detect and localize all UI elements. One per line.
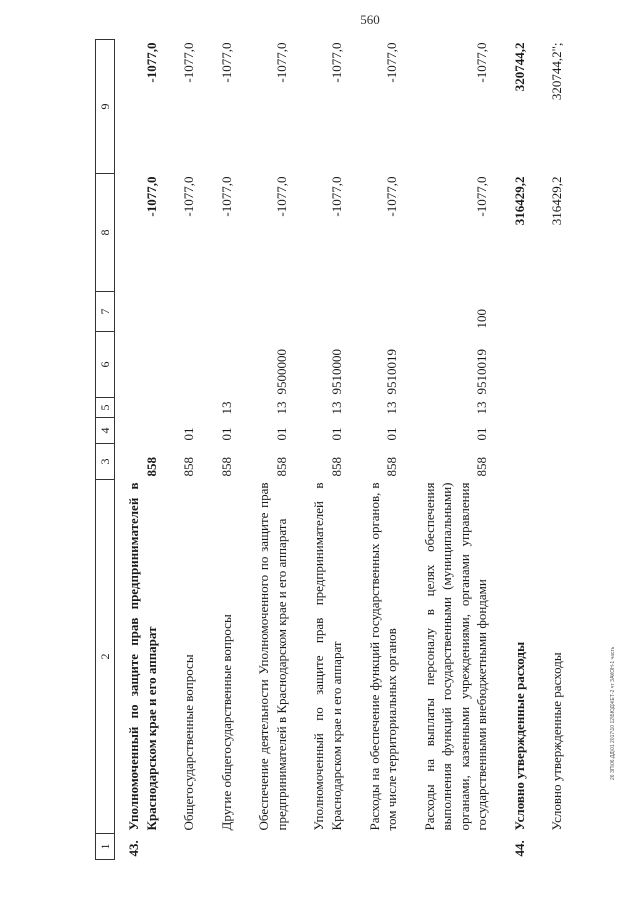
header-col-1: 1: [96, 834, 115, 860]
cell-target-article: 9500000: [273, 349, 289, 395]
cell-amount-year-1: -1077,0: [143, 176, 159, 217]
cell-target-article: 9510019: [474, 349, 490, 395]
row-name: Расходы на обеспечение функций государственных органов, в том числе территориальных органов: [366, 482, 400, 831]
row-name: Расходы на выплаты персоналу в целях обеспечения выполнения функций государственными (муниципальными) органами, казенными учреждениями, органами управления государственными внебюджетными фондами: [421, 482, 490, 831]
cell-ministry-code: 858: [218, 457, 234, 477]
cell-expense-type: [115, 292, 171, 332]
row-name: Условно утвержденные расходы: [549, 652, 565, 831]
table-row: [170, 40, 208, 860]
table-row: [501, 40, 539, 860]
cell-amount-year-2: -1077,0: [329, 42, 345, 83]
rotated-table-container: [95, 40, 600, 860]
row-number: [411, 834, 501, 860]
cell-ministry-code: 858: [329, 457, 345, 477]
cell-amount-year-2: -1077,0: [181, 42, 197, 83]
cell-target-article: [538, 332, 576, 398]
cell-expense-type: [538, 292, 576, 332]
row-number: [170, 834, 208, 860]
table-row: [245, 40, 300, 860]
cell-section: [115, 418, 171, 444]
table-row: [411, 40, 501, 860]
cell-ministry-code: [501, 444, 539, 480]
header-col-6: 6: [96, 332, 115, 398]
cell-section: 01: [384, 427, 400, 441]
header-col-9: 9: [96, 40, 115, 174]
header-col-3: 3: [96, 444, 115, 480]
cell-amount-year-1: 316429,2: [511, 176, 527, 226]
cell-amount-year-1: -1077,0: [329, 176, 345, 217]
cell-expense-type: 100: [474, 309, 490, 329]
cell-amount-year-2: -1077,0: [273, 42, 289, 83]
cell-expense-type: [501, 292, 539, 332]
cell-target-article: [208, 332, 246, 398]
header-col-2: 2: [96, 480, 115, 834]
cell-amount-year-2: -1077,0: [384, 42, 400, 83]
table-header: [96, 40, 115, 860]
row-name: Другие общегосударственные вопросы: [218, 614, 234, 831]
cell-amount-year-1: -1077,0: [384, 176, 400, 217]
cell-subsection: 13: [474, 401, 490, 415]
cell-amount-year-2: 320744,2: [511, 42, 527, 92]
cell-target-article: 9510000: [329, 349, 345, 395]
row-number: [356, 834, 411, 860]
cell-ministry-code: 858: [474, 457, 490, 477]
cell-section: 01: [218, 427, 234, 441]
row-name: Уполномоченный по защите прав предпринимателей в Краснодарском крае и его аппарат: [126, 482, 159, 831]
cell-ministry-code: 858: [181, 457, 197, 477]
cell-subsection: 13: [384, 401, 400, 415]
row-number: 43.: [126, 840, 142, 857]
cell-amount-year-1: -1077,0: [474, 176, 490, 217]
table-row: [115, 40, 171, 860]
cell-ministry-code: [538, 444, 576, 480]
cell-section: [501, 418, 539, 444]
cell-amount-year-2: -1077,0: [474, 42, 490, 83]
cell-subsection: [538, 398, 576, 418]
cell-section: 01: [273, 427, 289, 441]
header-row: [96, 40, 115, 860]
table-row: [300, 40, 355, 860]
row-name: Общегосударственные вопросы: [181, 654, 197, 831]
cell-expense-type: [245, 292, 300, 332]
cell-subsection: 13: [218, 401, 234, 415]
cell-ministry-code: 858: [273, 457, 289, 477]
row-name: Обеспечение деятельности Уполномоченного по защите прав предпринимателей в Краснодарском крае и его аппарата: [256, 482, 289, 831]
cell-section: 01: [329, 427, 345, 441]
cell-target-article: [501, 332, 539, 398]
cell-amount-year-2: 320744,2";: [549, 42, 565, 101]
side-footer-text: 26 ЗП\06.ДД\01 2017\10 12\БЮДЖЕТ-2 чт ЗАКОН-1 часть: [610, 646, 616, 780]
cell-expense-type: [300, 292, 355, 332]
table-body: [115, 40, 576, 860]
cell-amount-year-2: -1077,0: [143, 42, 159, 83]
table-row: [356, 40, 411, 860]
cell-section: [538, 418, 576, 444]
cell-section: 01: [474, 427, 490, 441]
cell-ministry-code: 858: [143, 457, 159, 477]
cell-expense-type: [356, 292, 411, 332]
cell-subsection: [501, 398, 539, 418]
header-col-7: 7: [96, 292, 115, 332]
cell-expense-type: [170, 292, 208, 332]
cell-expense-type: [208, 292, 246, 332]
cell-amount-year-1: -1077,0: [218, 176, 234, 217]
table-row: [208, 40, 246, 860]
cell-subsection: [115, 398, 171, 418]
cell-subsection: 13: [273, 401, 289, 415]
row-name: Условно утвержденные расходы: [511, 641, 527, 831]
cell-subsection: 13: [329, 401, 345, 415]
row-number: [208, 834, 246, 860]
header-col-5: 5: [96, 398, 115, 418]
row-number: [300, 834, 355, 860]
page-number: 560: [360, 12, 380, 27]
cell-ministry-code: 858: [384, 457, 400, 477]
cell-amount-year-1: -1077,0: [181, 176, 197, 217]
cell-amount-year-2: -1077,0: [218, 42, 234, 83]
table-row: [538, 40, 576, 860]
cell-amount-year-1: -1077,0: [273, 176, 289, 217]
cell-amount-year-1: 316429,2: [549, 176, 565, 226]
cell-subsection: [170, 398, 208, 418]
header-col-8: 8: [96, 174, 115, 292]
cell-target-article: [115, 332, 171, 398]
header-col-4: 4: [96, 418, 115, 444]
cell-section: 01: [181, 427, 197, 441]
row-number: [245, 834, 300, 860]
cell-target-article: 9510019: [384, 349, 400, 395]
row-name: Уполномоченный по защите прав предпринимателей в Краснодарском крае и его аппарат: [311, 482, 345, 831]
row-number: [538, 834, 576, 860]
budget-table: [95, 39, 576, 860]
cell-target-article: [170, 332, 208, 398]
row-number: 44.: [511, 840, 527, 857]
